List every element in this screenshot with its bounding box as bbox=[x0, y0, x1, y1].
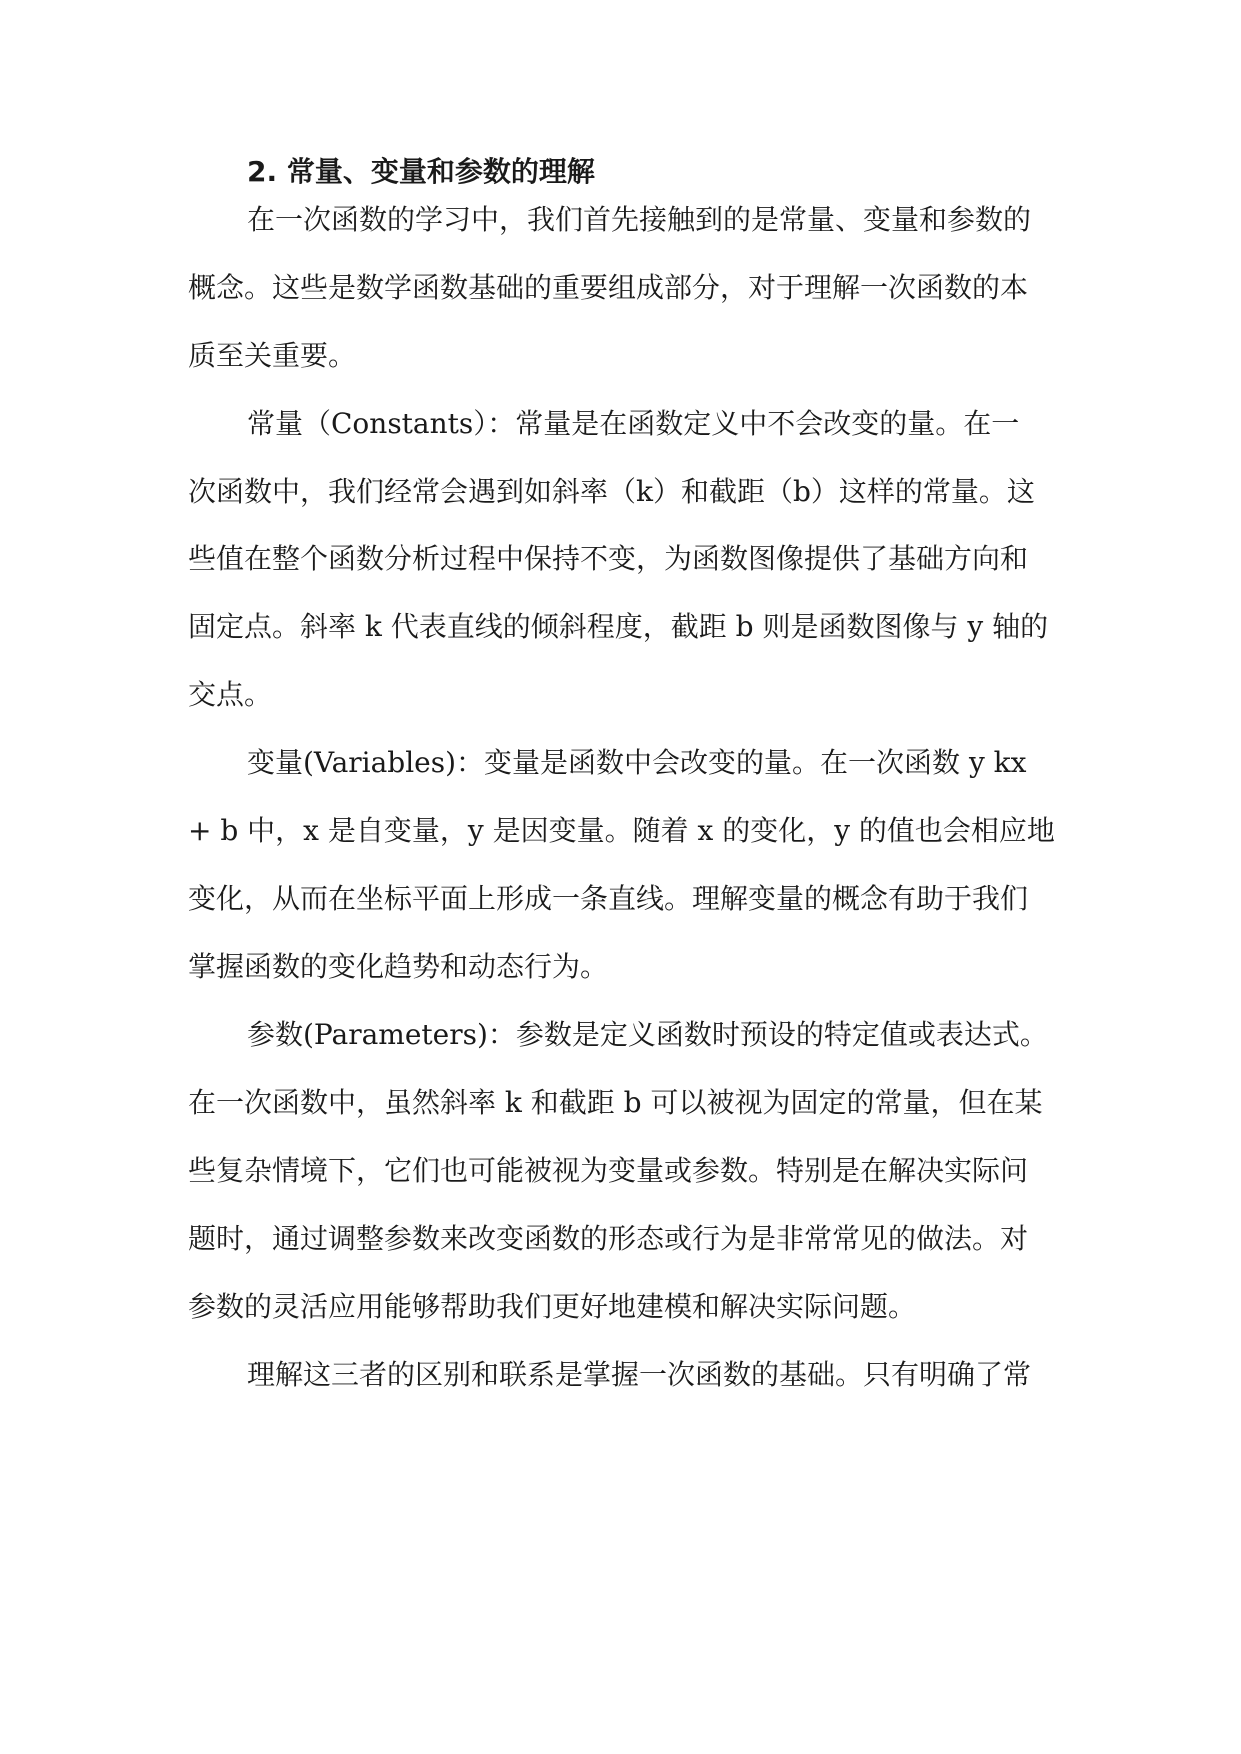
paragraph-line: 在一次函数中，虽然斜率 k 和截距 b 可以被视为固定的常量，但在某 bbox=[188, 1086, 1043, 1119]
paragraph-line: 在一次函数的学习中，我们首先接触到的是常量、变量和参数的 bbox=[247, 203, 1032, 236]
paragraph-line: 固定点。斜率 k 代表直线的倾斜程度，截距 b 则是函数图像与 y 轴的 bbox=[188, 610, 1049, 643]
paragraph-line: 理解这三者的区别和联系是掌握一次函数的基础。只有明确了常 bbox=[247, 1358, 1032, 1391]
paragraph-line: 交点。 bbox=[188, 678, 273, 711]
paragraph-line: 些复杂情境下，它们也可能被视为变量或参数。特别是在解决实际问 bbox=[188, 1154, 1029, 1187]
paragraph-line: 变量(Variables)：变量是函数中会改变的量。在一次函数 y kx bbox=[247, 746, 1027, 779]
paragraph-line: 参数(Parameters)：参数是定义函数时预设的特定值或表达式。 bbox=[247, 1018, 1048, 1051]
paragraph-line: 参数的灵活应用能够帮助我们更好地建模和解决实际问题。 bbox=[188, 1290, 917, 1323]
paragraph-line: + b 中，x 是自变量，y 是因变量。随着 x 的变化，y 的值也会相应地 bbox=[188, 814, 1055, 847]
paragraph-line: 些值在整个函数分析过程中保持不变，为函数图像提供了基础方向和 bbox=[188, 542, 1029, 575]
paragraph-line: 质至关重要。 bbox=[188, 339, 357, 372]
paragraph-line: 次函数中，我们经常会遇到如斜率（k）和截距（b）这样的常量。这 bbox=[188, 475, 1035, 508]
section-heading: 2. 常量、变量和参数的理解 bbox=[247, 155, 595, 188]
paragraph-line: 概念。这些是数学函数基础的重要组成部分，对于理解一次函数的本 bbox=[188, 271, 1029, 304]
paragraph-line: 掌握函数的变化趋势和动态行为。 bbox=[188, 950, 609, 983]
paragraph-line: 常量（Constants）：常量是在函数定义中不会改变的量。在一 bbox=[247, 407, 1020, 440]
paragraph-line: 题时，通过调整参数来改变函数的形态或行为是非常常见的做法。对 bbox=[188, 1222, 1029, 1255]
paragraph-line: 变化，从而在坐标平面上形成一条直线。理解变量的概念有助于我们 bbox=[188, 882, 1029, 915]
